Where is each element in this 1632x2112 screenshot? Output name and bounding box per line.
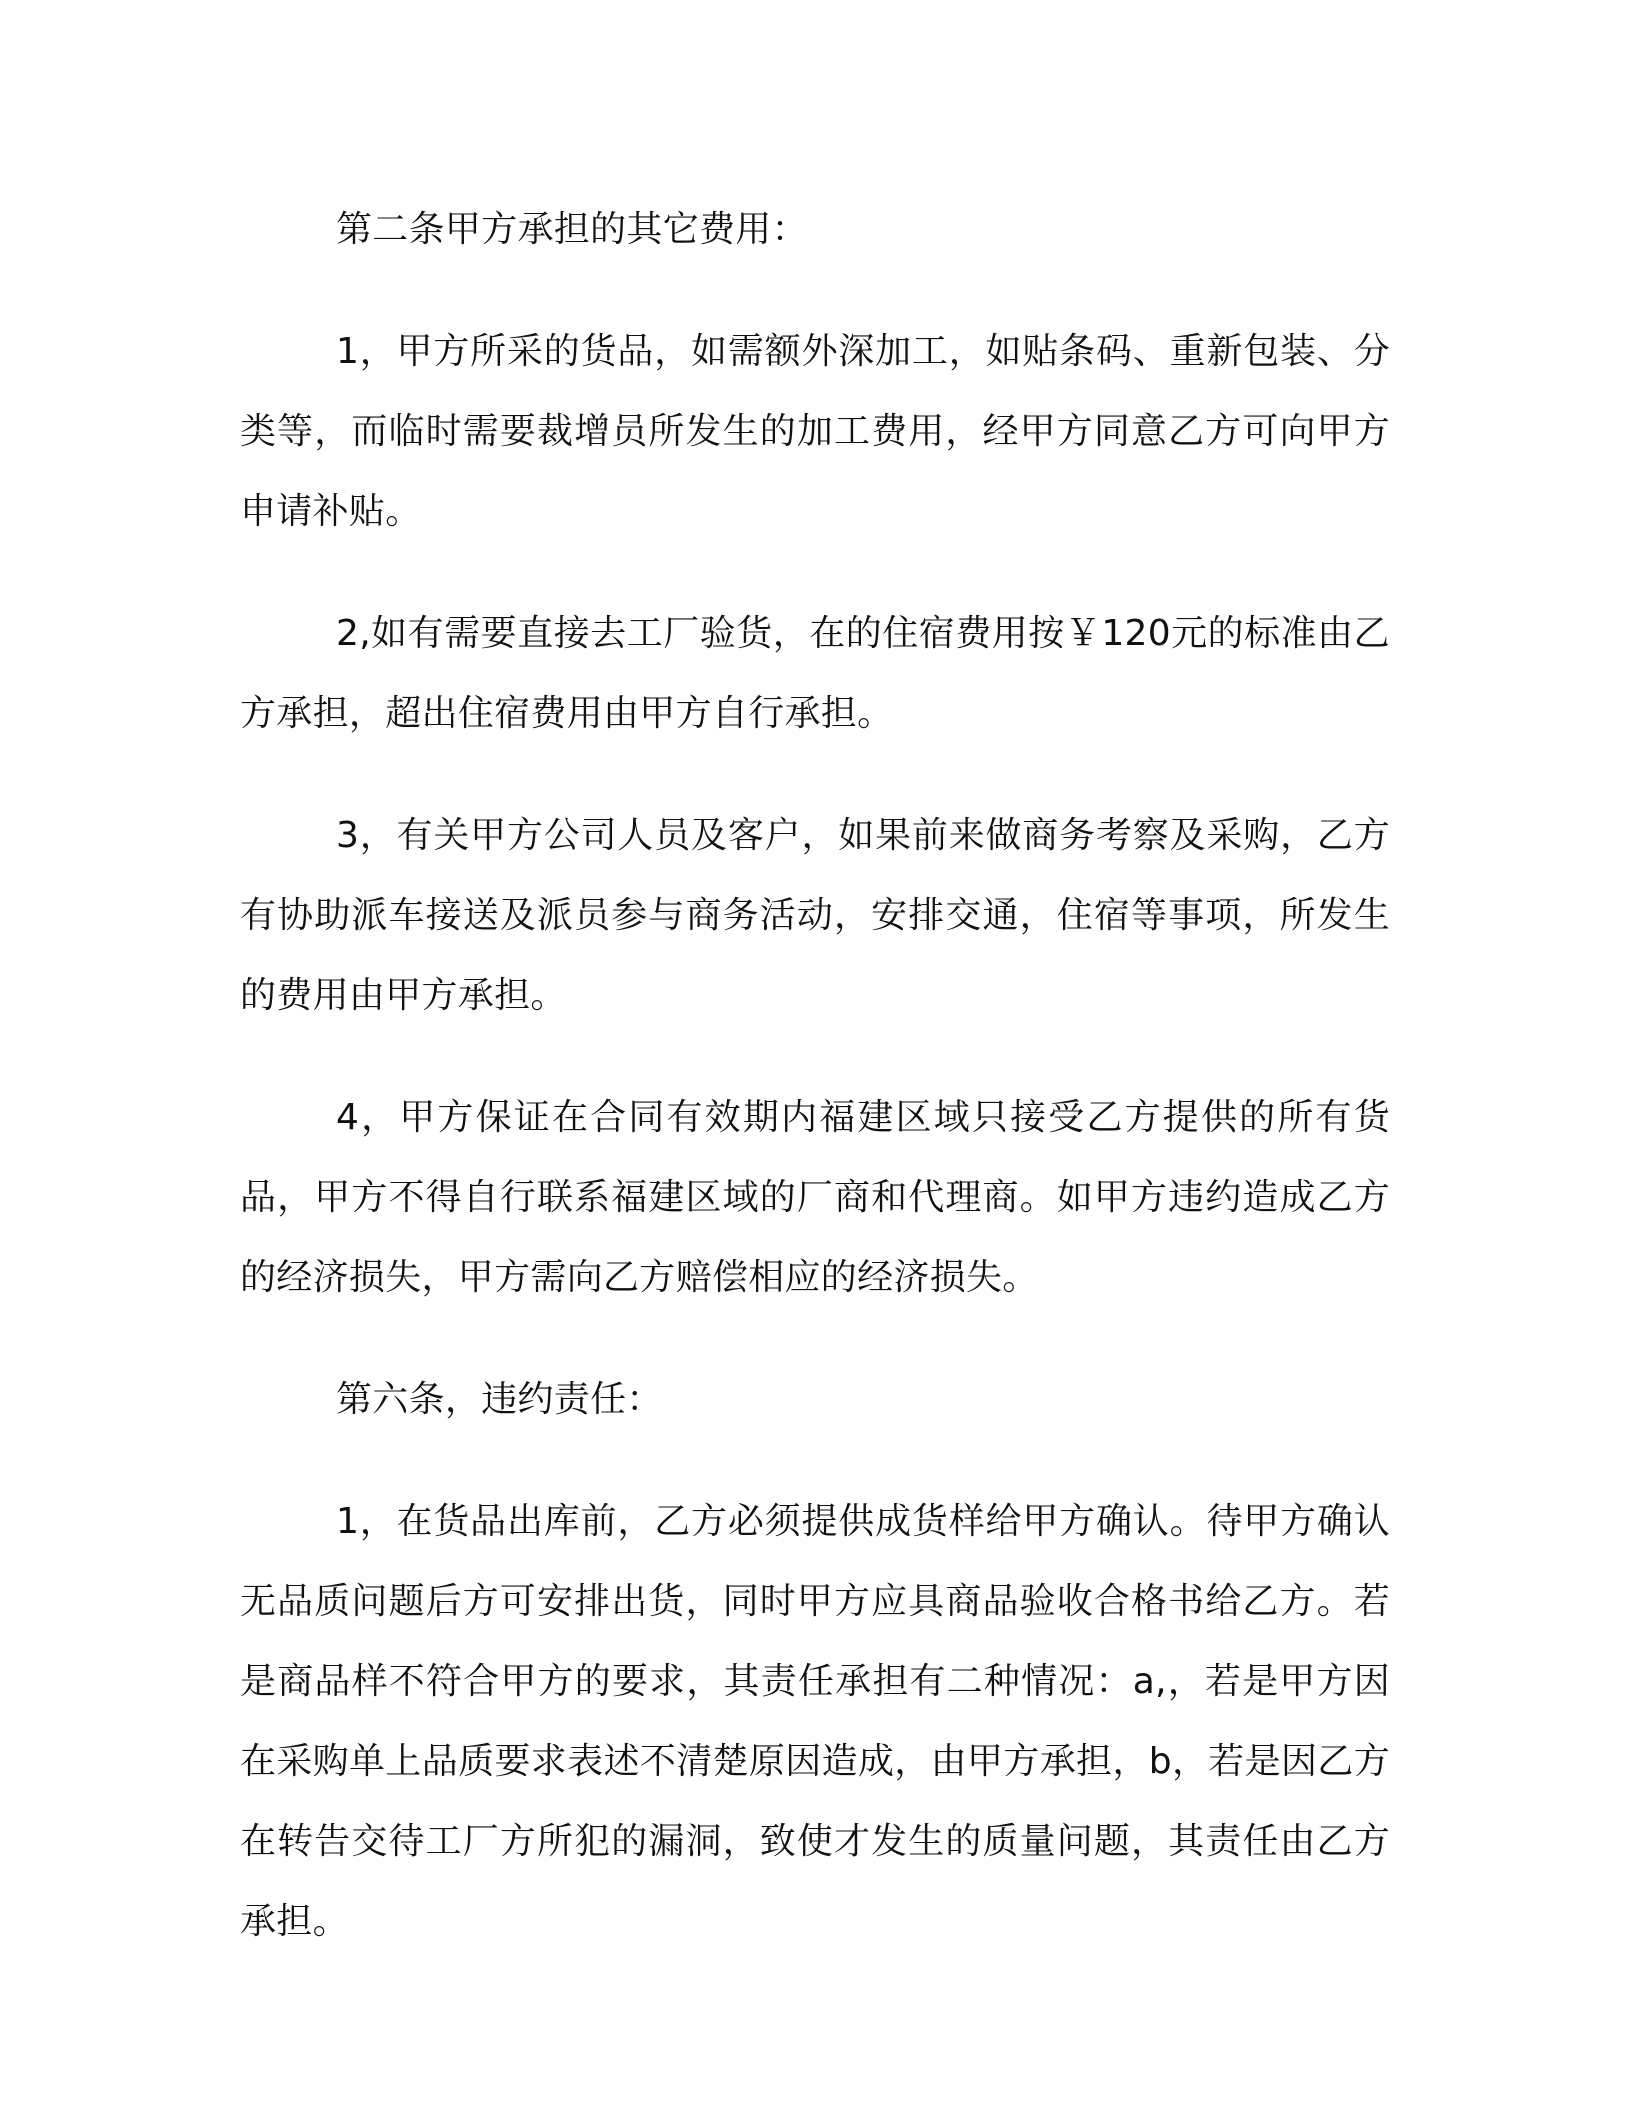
- section-2-item-4: 4，甲方保证在合同有效期内福建区域只接受乙方提供的所有货品，甲方不得自行联系福建区域的厂商和代理商。如甲方违约造成乙方的经济损失，甲方需向乙方赔偿相应的经济损失。: [240, 1097, 1390, 1298]
- section-6-heading: 第六条，违约责任：: [336, 1379, 663, 1420]
- section-2-item-2: 2,如有需要直接去工厂验货，在的住宿费用按￥120元的标准由乙方承担，超出住宿费用由甲方自行承担。: [240, 613, 1390, 734]
- section-2-heading: 第二条甲方承担的其它费用：: [336, 209, 808, 250]
- section-2-item-3: 3，有关甲方公司人员及客户，如果前来做商务考察及采购，乙方有协助派车接送及派员参与商务活动，安排交通，住宿等事项，所发生的费用由甲方承担。: [240, 815, 1390, 1016]
- section-2-item-1: 1，甲方所采的货品，如需额外深加工，如贴条码、重新包装、分类等，而临时需要裁增员所发生的加工费用，经甲方同意乙方可向甲方申请补贴。: [240, 331, 1390, 532]
- section-6-item-1: 1，在货品出库前，乙方必须提供成货样给甲方确认。待甲方确认无品质问题后方可安排出货，同时甲方应具商品验收合格书给乙方。若是商品样不符合甲方的要求，其责任承担有二种情况：a,，若是甲方因在采购单上品质要求表述不清楚原因造成，由甲方承担，b，若是因乙方在转告交待工厂方所犯的漏洞，致使才发生的质量问题，其责任由乙方承担。: [240, 1501, 1390, 1942]
- document-body: [240, 190, 1390, 2004]
